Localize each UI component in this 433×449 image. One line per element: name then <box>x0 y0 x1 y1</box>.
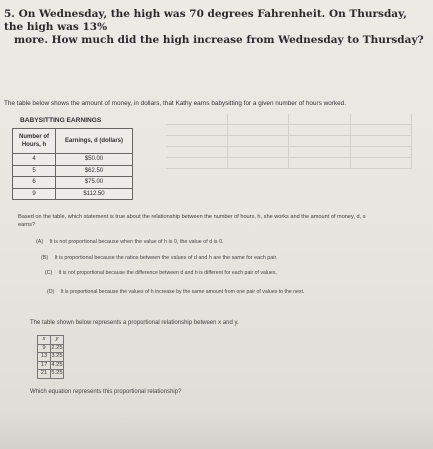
y-cell: 3.25 <box>51 353 63 360</box>
proportional-intro: The table shown below represents a proportional relationship between x and y. <box>30 320 239 326</box>
x-cell: 17 <box>38 361 51 370</box>
which-equation-question: Which equation represents this proportional relationship? <box>30 389 182 395</box>
question-line-2: earns? <box>18 222 36 228</box>
y-cell: 4.25 <box>51 361 63 368</box>
x-cell: 9 <box>38 344 51 353</box>
choice-d[interactable] <box>47 289 304 295</box>
table-title: BABYSITTING EARNINGS <box>20 117 102 124</box>
table-intro: The table below shows the amount of money, in dollars, that Kathy earns babysitting for a given number of hours worked. <box>4 100 346 107</box>
x-cell: 21 <box>38 370 51 379</box>
earnings-cell: $112.50 <box>56 188 133 200</box>
hours-cell: 9 <box>13 188 56 200</box>
hours-cell: 4 <box>13 154 56 166</box>
table-row <box>38 344 64 353</box>
earnings-table <box>12 128 133 200</box>
header-earnings: Earnings, d (dollars) <box>56 129 133 154</box>
question-5 <box>4 8 429 47</box>
choice-label: (B) <box>41 255 49 261</box>
choice-a[interactable] <box>36 239 224 245</box>
table-row <box>38 370 64 379</box>
choice-label: (D) <box>47 289 55 295</box>
earnings-cell: $62.50 <box>56 165 133 177</box>
header-hours: Number of Hours, h <box>13 129 56 154</box>
table-row <box>13 177 133 189</box>
choice-label: (C) <box>45 270 53 276</box>
table-row <box>13 188 133 200</box>
question-5-line-1: 5. On Wednesday, the high was 70 degrees Fahrenheit. On Thursday, the high was 13% <box>4 8 407 33</box>
hours-cell: 5 <box>13 165 56 177</box>
hours-cell: 6 <box>13 177 56 189</box>
choice-b[interactable] <box>41 255 277 261</box>
bleed-through-text <box>180 72 182 78</box>
y-cell: 2.25 <box>51 344 63 351</box>
choice-c[interactable] <box>45 270 277 276</box>
table-row <box>38 361 64 370</box>
choice-text: It is not proportional because the difference between d and h is different for each pair of values. <box>58 270 277 276</box>
earnings-cell: $75.00 <box>56 177 133 189</box>
question-line-1: Based on the table, which statement is true about the relationship between the number of hours, h, she works and the amount of money, d, s <box>18 214 366 220</box>
table-row <box>38 353 64 362</box>
xy-table <box>37 335 64 379</box>
question-5-line-2: more. How much did the high increase from Wednesday to Thursday? <box>14 34 424 46</box>
y-cell: 5.25 <box>51 370 63 377</box>
table-row <box>13 165 133 177</box>
choice-text: It is proportional because the ratios between the values of d and h are the same for each pair. <box>54 255 278 261</box>
bleed-through-table <box>166 114 412 168</box>
choice-label: (A) <box>36 239 44 245</box>
table-row <box>13 154 133 166</box>
earnings-cell: $50.00 <box>56 154 133 166</box>
header-x: x <box>38 336 51 345</box>
page-shadow <box>0 409 433 449</box>
choice-text: It is not proportional because when the value of h is 0, the value of d is 0. <box>49 239 224 245</box>
header-y: y <box>51 336 64 345</box>
relationship-question <box>18 213 432 229</box>
x-cell: 13 <box>38 353 51 362</box>
choice-text: It is proportional because the values of h increase by the same amount from one pair of values to the next. <box>60 289 305 295</box>
